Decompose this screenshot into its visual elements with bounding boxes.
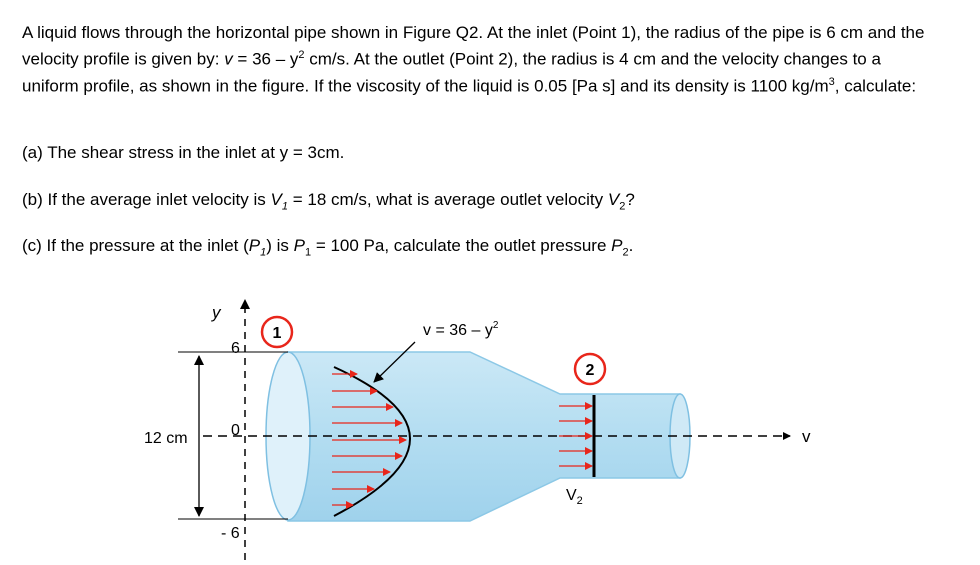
qb-mid: = 18 cm/s, what is average outlet velocity [287, 190, 608, 209]
qc-mid2: = 100 Pa, calculate the outlet pressure [311, 236, 612, 255]
inlet-opening [266, 352, 310, 520]
profile-eq: = 36 – y [232, 49, 299, 69]
profile-square: 2 [298, 49, 305, 61]
qc-end: . [628, 236, 634, 255]
intro-text-3: , calculate: [834, 76, 917, 96]
qb-v2: V [607, 190, 620, 209]
question-a: (a) The shear stress in the inlet at y = 3cm. [22, 143, 345, 162]
qc-p1b-sub: 1 [304, 246, 312, 259]
outlet-velocity-sub: 2 [576, 495, 583, 507]
qc-mid: ) is [266, 236, 294, 255]
tick-mid: 0 [231, 422, 240, 439]
qc-p1b: P [293, 236, 305, 255]
point-2-label: 2 [585, 362, 595, 379]
qc-p1: P [248, 236, 261, 255]
qc-p2-sub: 2 [622, 246, 629, 259]
profile-label-square: 2 [492, 320, 499, 331]
qc-p1-sub: 1 [260, 246, 267, 259]
qc-pre: (c) If the pressure at the inlet ( [22, 236, 249, 255]
y-axis-label: y [212, 303, 221, 322]
density-cube: 3 [828, 75, 835, 88]
tick-top: 6 [231, 340, 240, 357]
qc-p2: P [611, 236, 623, 255]
tick-bot: - 6 [221, 525, 240, 542]
intro-text: A liquid flows through the horizontal pipe shown in Figure Q2. At the inlet (Point 1), the radius of the pipe is 6 cm and the velocity profile is given by: [22, 23, 925, 69]
dimension-label: 12 cm [144, 430, 188, 447]
qb-v2-sub: 2 [619, 200, 626, 213]
axis-end-label: v [802, 427, 811, 446]
profile-label: $v = 36 - y^2$ [423, 320, 499, 339]
intro-text-2: cm/s. At the outlet (Point 2), the radius is 4 cm and the velocity changes to a uniform profile, as shown in the figure. If the viscosity of the liquid is 0.05 [Pa s] and its density is 1100 kg/m [22, 49, 881, 96]
qb-v1-sub: 1 [281, 200, 288, 213]
point-1-label: 1 [272, 325, 282, 342]
qb-end: ? [625, 190, 635, 209]
outlet-velocity-label: $V_2$ [566, 487, 583, 507]
profile-v: v [224, 49, 233, 69]
qb-pre: (b) If the average inlet velocity is [22, 190, 271, 209]
qb-v1: V [270, 190, 282, 209]
